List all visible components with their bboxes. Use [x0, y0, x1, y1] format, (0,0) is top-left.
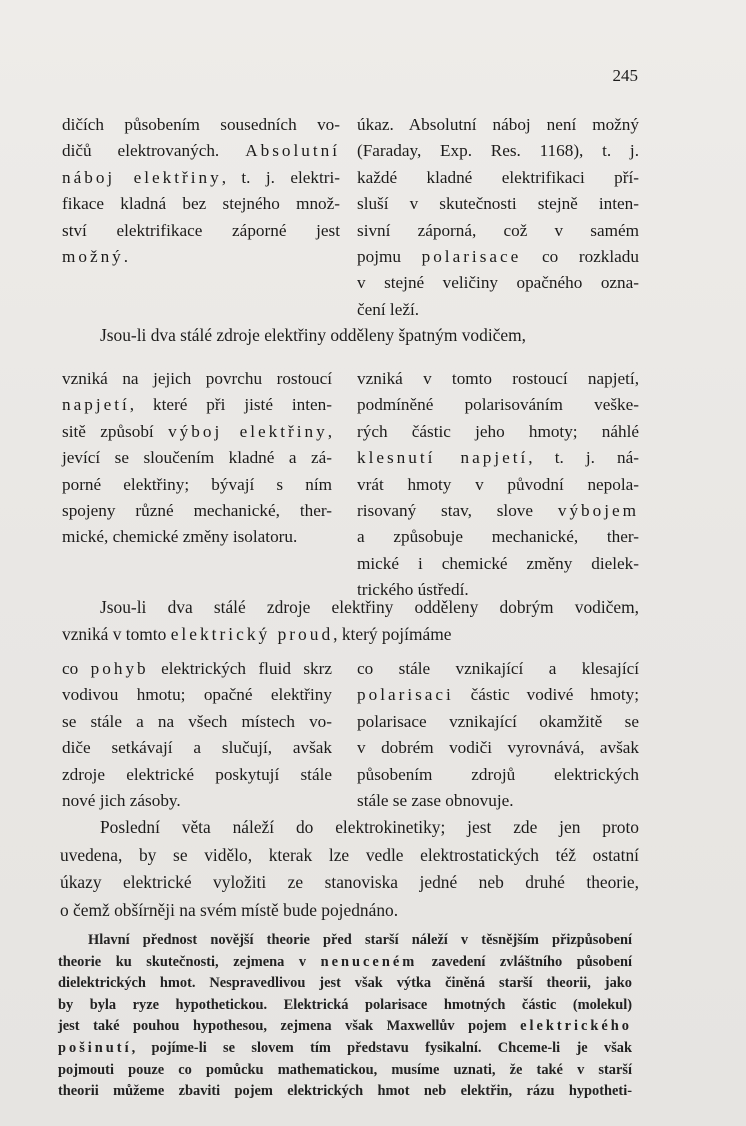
text-line: o čemž obšírněji na svém místě bude pojednáno. — [60, 899, 399, 920]
text-line: trického ústředí. — [357, 580, 469, 600]
sentence-good-conductor — [62, 594, 639, 648]
block2-right-column — [357, 366, 639, 604]
text-line: spojeny různé mechanické, ther- — [62, 501, 332, 521]
text-line: polarisaci částic vodivé hmoty; — [357, 685, 639, 705]
spaced-emphasis: pošinutí — [58, 1039, 132, 1056]
text-line: podmíněné polarisováním veške- — [357, 395, 639, 415]
text-line: mické, chemické změny isolatoru. — [62, 527, 298, 547]
text-line: Hlavní přednost novější theorie před starší náleží v těsnějším přizpůsobení — [88, 932, 632, 948]
text-line: Jsou-li dva stálé zdroje elektřiny odděleny dobrým vodičem, — [100, 597, 639, 617]
text-line: sivní záporná, což v samém — [357, 220, 639, 240]
text-line: polarisace vznikající okamžitě se — [357, 711, 639, 731]
text-line: sitě způsobí výboj elektřiny, — [62, 421, 332, 441]
spaced-emphasis: polarisace — [421, 247, 522, 267]
text-line: pojmouti pouze co pomůcku mathematickou, musíme uznati, že také v starší — [58, 1061, 632, 1078]
text-line: náboj elektřiny, t. j. elektri- — [62, 167, 340, 187]
spaced-emphasis: výbojem — [557, 501, 639, 521]
text-line: rých částic jeho hmoty; náhlé — [357, 421, 639, 441]
text-line: ství elektrifikace záporné jest — [62, 220, 340, 240]
text-line: vzniká na jejich povrchu rostoucí — [62, 369, 332, 388]
text-line: stále se zase obnovuje. — [357, 791, 514, 811]
text-line: čení leží. — [357, 299, 420, 319]
spaced-emphasis: polarisaci — [357, 685, 454, 705]
spaced-emphasis: nenuceném — [320, 953, 418, 970]
block3-right-column — [357, 656, 639, 814]
text-line: theorii můžeme zbaviti pojem elektrických hmot neb elektřin, rázu hypotheti- — [58, 1083, 632, 1100]
spaced-emphasis: Absolutní — [245, 141, 340, 161]
text-line: vodivou hmotu; opačné elektřiny — [62, 685, 332, 705]
text-line: vzniká v tomto elektrický proud, který pojímáme — [62, 624, 452, 644]
spaced-emphasis: elektrický proud — [170, 624, 334, 644]
text-line: v stejné veličiny opačného ozna- — [357, 273, 639, 293]
spaced-emphasis: napjetí — [62, 395, 130, 415]
text-line: zdroje elektrické poskytují stále — [62, 764, 332, 784]
text-line: vzniká v tomto rostoucí napjetí, — [357, 369, 639, 388]
text-line: vrát hmoty v původní nepola- — [357, 474, 639, 494]
block2-left-column — [62, 366, 332, 551]
spaced-emphasis: pohyb — [90, 659, 149, 678]
text-line: a způsobuje mechanické, ther- — [357, 527, 639, 547]
text-line: každé kladné elektrifikaci pří- — [357, 167, 639, 187]
text-line: působením zdrojů elektrických — [357, 764, 639, 784]
spaced-emphasis: náboj elektřiny — [62, 167, 222, 187]
text-line: dičích působením sousedních vo- — [62, 115, 340, 134]
text-line: theorie ku skutečnosti, zejmena v nenuceném zavedení zvláštního působení — [58, 953, 632, 970]
text-line: (Faraday, Exp. Res. 1168), t. j. — [357, 141, 639, 161]
spaced-emphasis: elektrického — [520, 1018, 632, 1035]
spaced-emphasis: možný — [62, 247, 124, 267]
text-line: pošinutí, pojíme-li se slovem tím představu fysikalní. Chceme-li je však — [58, 1039, 632, 1056]
text-line: Poslední věta náleží do elektrokinetiky; jest zde jen proto — [100, 817, 639, 837]
text-line: dielektrických hmot. Nespravedlivou jest však výtka činěná starší theorii, jako — [58, 975, 632, 992]
text-line: porné elektřiny; bývají s ním — [62, 474, 332, 494]
text-line: diče setkávají a slučují, avšak — [62, 738, 332, 758]
block3-left-column — [62, 656, 332, 814]
text-line: co stále vznikající a klesající — [357, 659, 639, 678]
text-line: možný. — [62, 247, 129, 267]
text-line: fikace kladná bez stejného množ- — [62, 194, 340, 214]
text-line: jevící se sloučením kladné a zá- — [62, 448, 332, 468]
spaced-emphasis: výboj elektřiny — [168, 421, 328, 441]
text-line: v dobrém vodiči vyrovnává, avšak — [357, 738, 639, 758]
text-line: by byla ryze hypothetickou. Elektrická polarisace hmotných částic (molekul) — [58, 996, 632, 1013]
text-line: úkaz. Absolutní náboj není možný — [357, 115, 639, 134]
text-line: uvedena, by se vidělo, kterak lze vedle elektrostatických též ostatní — [60, 844, 639, 865]
text-line: klesnutí napjetí, t. j. ná- — [357, 448, 639, 468]
page-number: 245 — [612, 66, 638, 85]
footnote — [58, 930, 632, 1103]
closing-paragraph — [60, 814, 639, 924]
text-line: nové jich zásoby. — [62, 791, 181, 811]
text-line: pojmu polarisace co rozkladu — [357, 247, 639, 267]
text-line: sluší v skutečnosti stejně inten- — [357, 194, 639, 214]
block1-left-column — [62, 112, 340, 270]
spaced-emphasis: klesnutí napjetí — [357, 448, 529, 468]
text-line: se stále a na všech místech vo- — [62, 711, 332, 731]
text-line: jest také pouhou hypothesou, zejmena však Maxwellův pojem elektrického — [58, 1018, 632, 1035]
text-line: napjetí, které při jisté inten- — [62, 395, 332, 415]
text-line: úkazy elektrické vyložiti ze stanoviska jedné neb druhé theorie, — [60, 872, 639, 893]
text-line: mické i chemické změny dielek- — [357, 553, 639, 573]
text-line: co pohyb elektrických fluid skrz — [62, 659, 332, 678]
text-line: dičů elektrovaných. Absolutní — [62, 141, 340, 161]
sentence-poor-conductor: Jsou-li dva stálé zdroje elektřiny odděleny špatným vodičem, — [100, 325, 526, 345]
block1-right-column — [357, 112, 639, 323]
text-line: risovaný stav, slove výbojem — [357, 501, 639, 521]
